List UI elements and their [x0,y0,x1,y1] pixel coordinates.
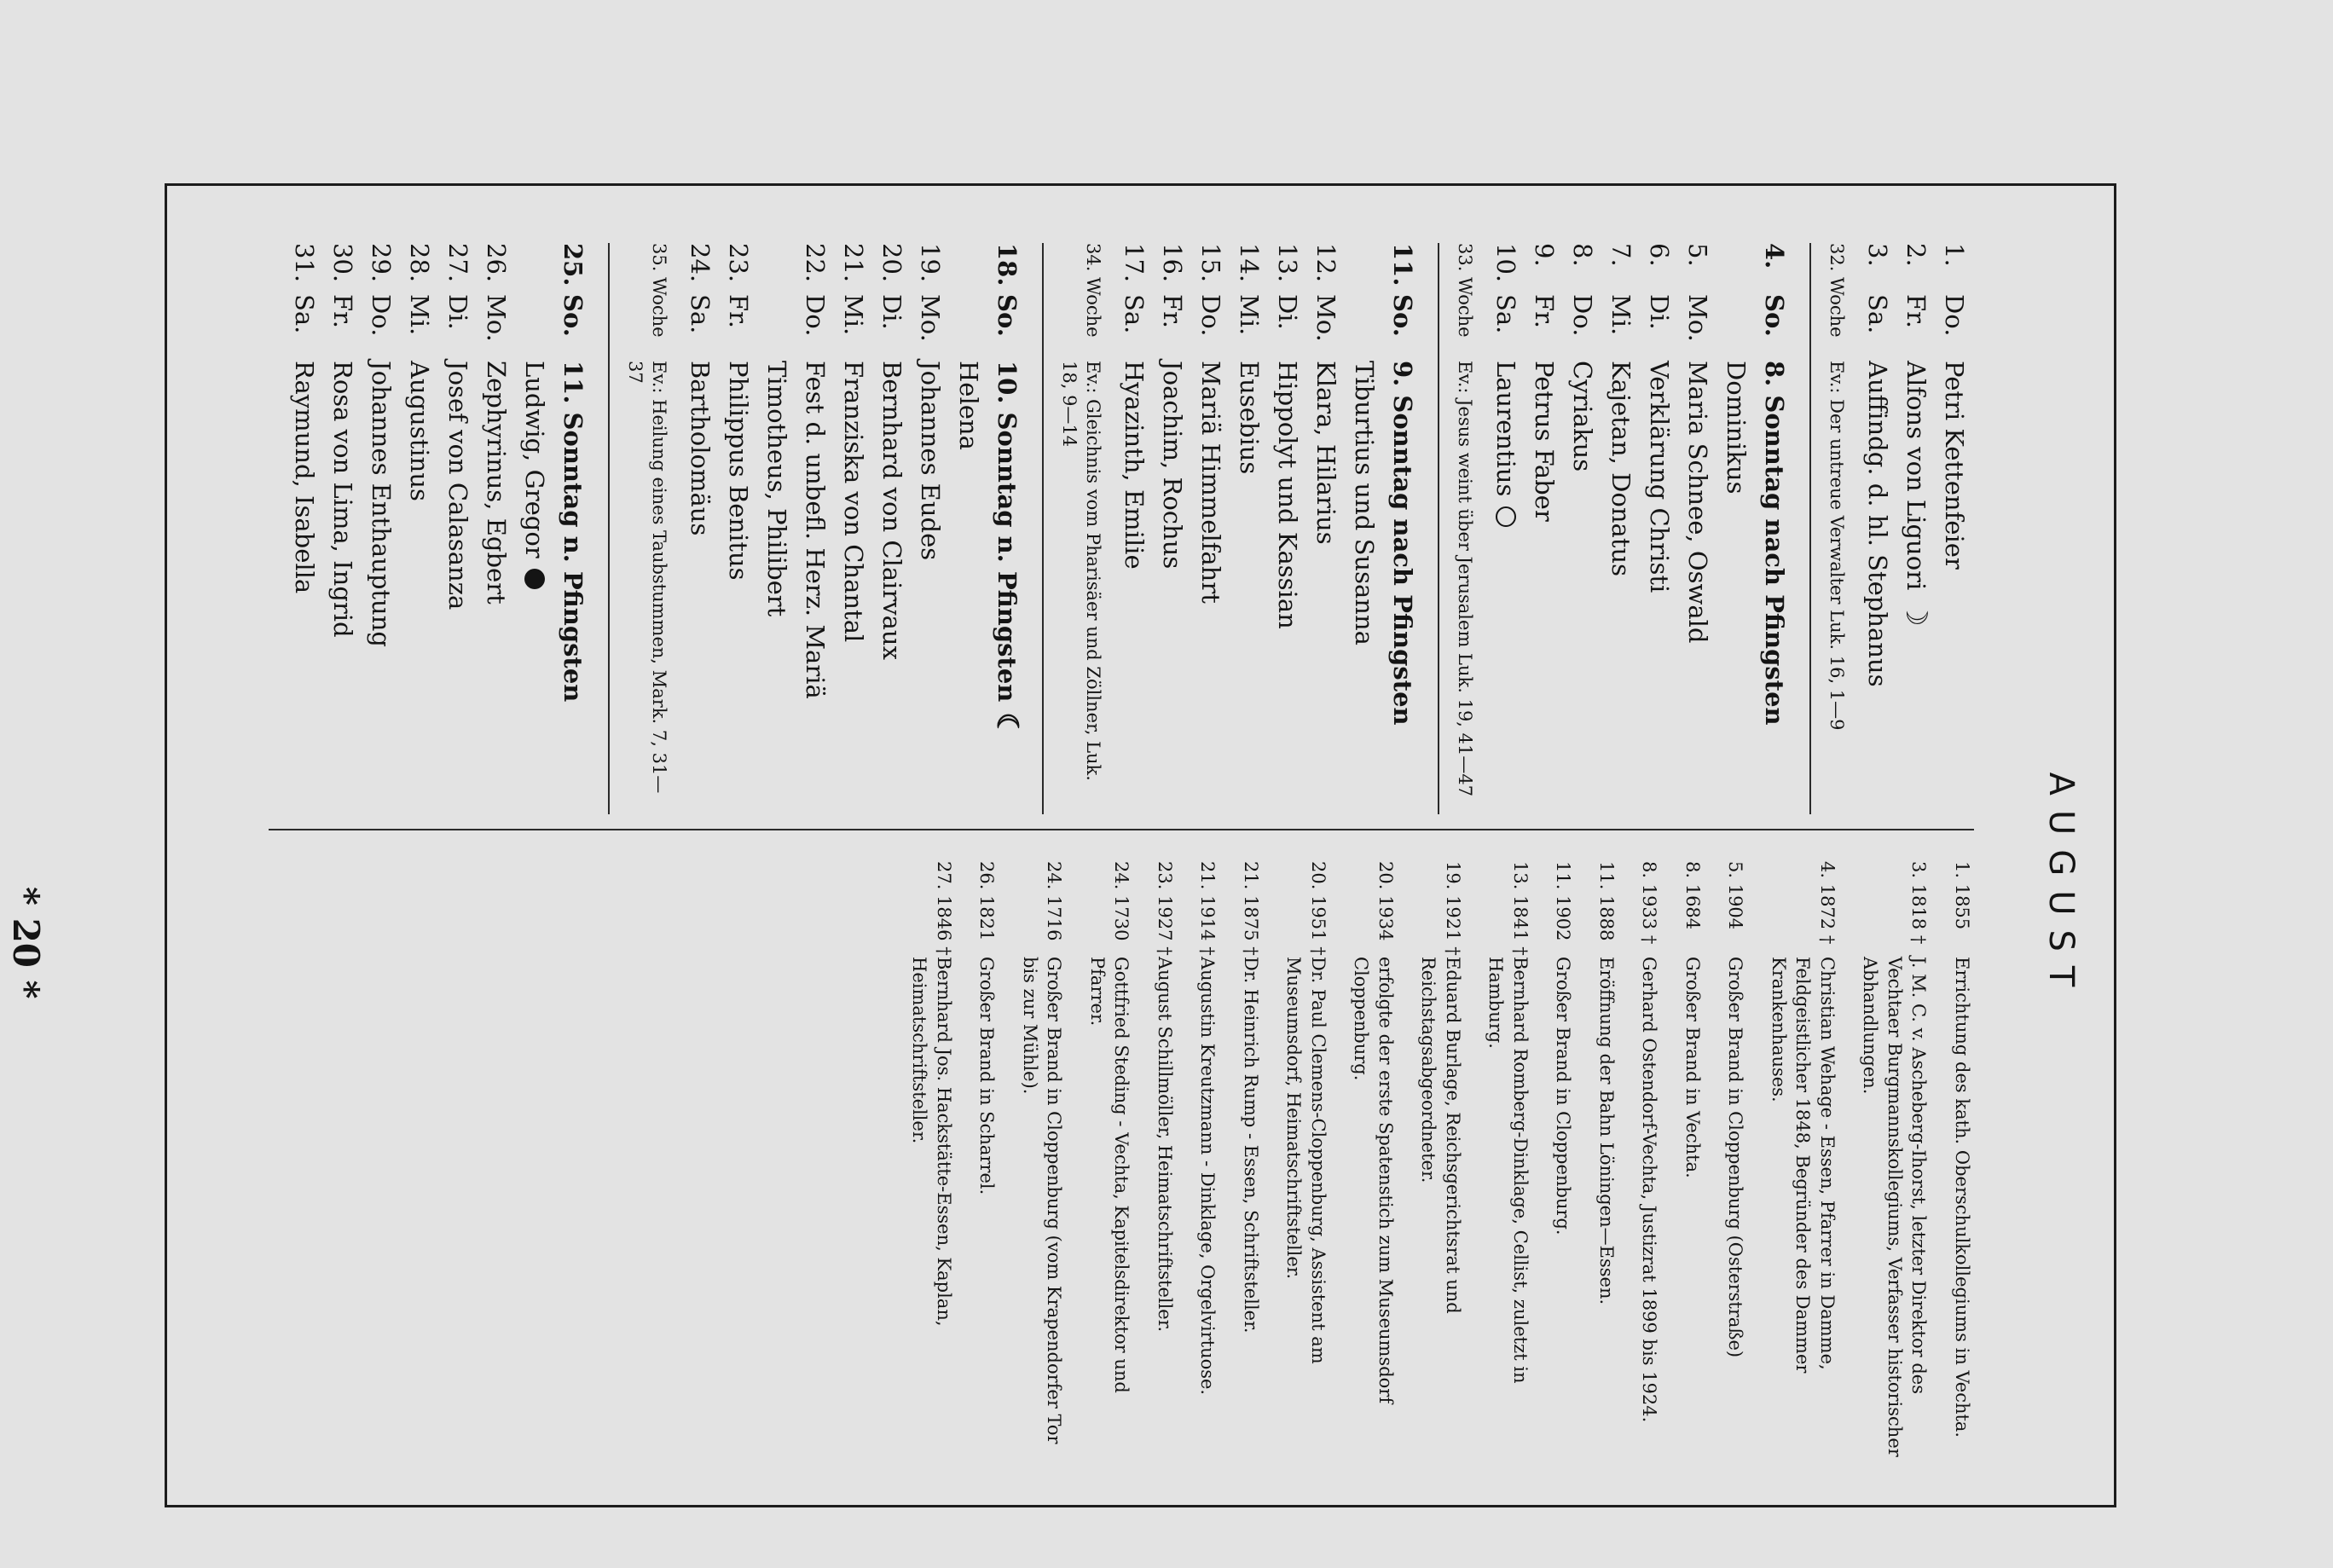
day-row [1307,243,1346,814]
saint-name [686,361,715,814]
day-row [1859,243,1897,814]
day-number: 13. [1273,243,1303,283]
event-text: August Schillmöller, Heimatschriftsteller. [1155,957,1175,1333]
day-number: 2. [1902,243,1931,267]
day-row [758,243,796,814]
sunday-row [1756,243,1794,814]
day-number: 25. [559,243,588,286]
weekday: Di. [1645,294,1675,330]
day-row [439,243,478,814]
day-row [1641,243,1679,814]
sunday-row [1384,243,1422,814]
day-number: 11. [1388,243,1418,286]
day-number: 23. [724,243,754,283]
event-text: Dr. Paul Clemens-Cloppenburg, Assistent am Museumsdorf, Heimatschriftsteller. [1283,957,1329,1364]
event-text: Großer Brand in Cloppenburg (vom Krapendorfer Tor bis zur Mühle). [1020,957,1065,1444]
day-number: 27. [443,243,473,283]
last-quarter-moon-icon: ☽ [1899,600,1934,627]
day-row [1115,243,1154,814]
saint-text: Klara, Hilarius [1311,361,1341,545]
day-row [1564,243,1602,814]
saint-name [725,361,754,814]
saint-name [329,361,358,814]
event-text: Dr. Heinrich Rump - Essen, Schriftsteller. [1241,957,1261,1334]
week-label: 35. Woche [649,243,669,338]
saint-name [802,361,831,814]
event-date: 20. 1934 [1375,861,1396,941]
saint-text: Timotheus, Philibert [762,361,792,617]
day-number: 15. [1196,243,1226,283]
day-row [401,243,439,814]
day-row [720,243,758,814]
event-date: 21. 1875 † [1241,861,1261,956]
day-number: 3. [1863,243,1893,267]
weekday: Mo. [1683,294,1713,342]
day-number: 10. [1491,243,1521,283]
saint-name [1646,361,1675,814]
day-row [1192,243,1230,814]
day-row [286,243,324,814]
event-date: 24. 1730 [1111,861,1132,941]
weekday: So. [993,294,1022,337]
weekday: Sa. [1120,294,1149,334]
day-number: 1. [1940,243,1970,267]
day-number: 7. [1606,243,1636,267]
saint-text: Maria Schnee, Oswald [1683,361,1713,644]
saint-name [1761,361,1790,814]
event-entry [1723,861,1748,1467]
gospel-reading: Ev.: Jesus weint über Jerusalem Luk. 19, 41—47 [1455,361,1475,797]
day-row [1602,243,1641,814]
event-text: Christian Wehage - Essen, Pfarrer in Damme, Feldgeistlicher 1848, Begründer des Dammer Krankenhauses. [1769,957,1838,1374]
saint-text: Joachim, Rochus [1158,361,1188,570]
saint-name [1941,361,1970,814]
day-number: 19. [916,243,946,283]
event-entry [1595,861,1619,1467]
saint-text: Tiburtius und Susanna [1350,361,1380,645]
day-row [950,243,988,814]
new-moon-icon [525,569,546,589]
event-date: 23. 1927 † [1155,861,1175,956]
day-number: 31. [290,243,320,283]
saint-name [368,361,397,814]
column-divider [269,829,1974,830]
weekday: Mi. [405,294,435,336]
event-entry [1416,861,1465,1467]
day-row [1154,243,1192,814]
saint-name [840,361,869,814]
saint-name [1492,361,1521,814]
day-number: 9. [1530,243,1560,267]
saint-name [917,361,946,814]
first-quarter-moon-icon: ☾ [990,712,1025,738]
day-number: 12. [1311,243,1341,283]
day-row [1487,243,1525,814]
saint-text: Petrus Faber [1530,361,1560,522]
week-gospel-block [1042,243,1105,814]
event-date: 24. 1716 [1044,861,1065,941]
event-date: 26. 1821 [976,861,998,941]
saint-text: Johannes Eudes [916,361,946,561]
sunday-row [554,243,593,814]
saint-text: Zephyrinus, Egbert [482,361,512,605]
event-text: Gerhard Ostendorf-Vechta, Justizrat 1899 bis 1924. [1639,957,1660,1423]
saint-text: Franziska von Chantal [839,361,869,643]
event-date: 11. 1902 [1553,861,1574,941]
day-row [912,243,950,814]
day-row [1717,243,1756,814]
event-date: 20. 1951 † [1308,861,1329,956]
day-row [873,243,912,814]
saint-name [1274,361,1303,814]
event-entry [1681,861,1705,1467]
day-number: 5. [1683,243,1713,267]
day-number: 20. [877,243,907,283]
day-row [1346,243,1384,814]
gospel-reading: Ev.: Gleichnis vom Pharisäer und Zöllner, Luk. 18, 9—14 [1059,361,1103,781]
event-entry [1858,861,1931,1467]
weekday: Sa. [686,294,715,334]
weekday: Mo. [482,294,512,342]
event-date: 5. 1904 [1725,861,1746,930]
saint-name [1569,361,1598,814]
weekday: Do. [1568,294,1598,337]
day-row [1679,243,1717,814]
day-number: 16. [1158,243,1188,283]
page-number: * 20 * [5,887,47,999]
event-text: Errichtung des kath. Oberschulkollegiums in Vechta. [1952,957,1972,1438]
day-number: 22. [801,243,831,283]
day-row [1230,243,1269,814]
day-row [516,243,554,814]
day-row [1269,243,1307,814]
saint-name [878,361,907,814]
event-text: Augustin Kreutzmann - Dinklage, Orgelvirtuose. [1197,957,1219,1396]
saint-text: Verklärung Christi [1645,361,1675,593]
event-entry [1484,861,1532,1467]
weekday: Di. [443,294,473,330]
event-entry [1282,861,1330,1467]
saint-text: Hyazinth, Emilie [1120,361,1149,570]
saint-text: Kajetan, Donatus [1606,361,1636,577]
weekday: Do. [367,294,397,337]
gospel-reading: Ev.: Der untreue Verwalter Luk. 16, 1—9 [1826,361,1847,731]
weekday: Do. [1196,294,1226,337]
saint-name [1197,361,1226,814]
saint-name [955,361,984,814]
week-gospel-block [1438,243,1477,814]
weekday: Do. [801,294,831,337]
day-number: 4. [1760,243,1790,269]
day-number: 30. [328,243,358,283]
weekday: Di. [877,294,907,330]
event-entry [1950,861,1975,1467]
event-date: 1. 1855 [1952,861,1972,930]
event-entry [1195,861,1220,1467]
saint-text: Josef von Calasanza [443,361,473,610]
day-number: 29. [367,243,397,283]
saint-name [406,361,435,814]
saint-name [559,361,588,814]
week-gospel-block [608,243,671,814]
saint-text: Hippolyt und Kassian [1273,361,1303,629]
saint-text: Fest d. unbefl. Herz. Mariä [801,361,831,699]
event-text: Großer Brand in Vechta. [1682,957,1703,1178]
day-number: 17. [1120,243,1149,283]
weekday: Do. [1940,294,1970,337]
event-text: Bernhard Jos. Hackstätte-Essen, Kaplan, Heimatschriftsteller. [909,957,954,1327]
saint-text: Dominikus [1722,361,1751,495]
weekday: Fr. [328,294,358,329]
weekday: Sa. [290,294,320,334]
day-row [324,243,362,814]
week-label: 33. Woche [1455,243,1475,338]
saint-name [990,361,1025,814]
saint-text: Rosa von Lima, Ingrid [328,361,358,638]
saint-text: 9. Sonntag nach Pfingsten [1388,361,1418,726]
month-title: AUGUST [2041,772,2081,1002]
event-date: 4. 1872 † [1817,861,1838,945]
calendar-column [286,243,1974,814]
day-row [1936,243,1974,814]
saint-text: Cyriakus [1568,361,1598,472]
day-number: 21. [839,243,869,283]
event-text: Großer Brand in Scharrel. [976,957,998,1195]
day-row [1525,243,1564,814]
weekday: Sa. [1491,294,1521,334]
event-text: erfolgte der erste Spatenstich zum Museumsdorf Cloppenburg. [1351,957,1396,1404]
event-date: 27. 1846 † [934,861,954,956]
saint-text: Helena [954,361,984,450]
day-number: 26. [482,243,512,283]
weekday: So. [559,294,588,337]
saint-text: 10. Sonntag n. Pfingsten [993,361,1022,703]
day-number: 24. [686,243,715,283]
saint-name [1159,361,1188,814]
event-entry [1767,861,1840,1467]
event-date: 8. 1933 † [1639,861,1660,945]
saint-name [1389,361,1418,814]
event-date: 19. 1921 † [1443,861,1463,956]
weekday: Fr. [1902,294,1931,329]
event-date: 3. 1818 † [1908,861,1930,945]
day-number: 14. [1235,243,1265,283]
saint-name [444,361,473,814]
event-entry [1153,861,1178,1467]
event-entry [1085,861,1134,1467]
day-row [1897,243,1936,814]
week-gospel-block [1809,243,1849,814]
day-number: 8. [1568,243,1598,267]
saint-text: Johannes Enthauptung [367,361,397,647]
weekday: Di. [1273,294,1303,330]
weekday: So. [1388,294,1418,337]
day-row [835,243,873,814]
day-number: 6. [1645,243,1675,267]
saint-name [763,361,792,814]
event-text: Großer Brand in Cloppenburg. [1553,957,1574,1235]
day-number: 18. [993,243,1022,286]
full-moon-icon [1496,506,1517,527]
event-entry [1637,861,1662,1467]
saint-name [483,361,512,814]
gospel-reading: Ev.: Heilung eines Taubstummen, Mark. 7, 31—37 [625,361,669,794]
day-number: 28. [405,243,435,283]
calendar-page [188,188,2106,1501]
saint-text: Eusebius [1235,361,1265,475]
saint-name [1864,361,1893,814]
event-date: 8. 1684 [1682,861,1703,930]
saint-name [521,361,550,814]
saint-name [1351,361,1380,814]
saint-text: Bartholomäus [686,361,715,536]
saint-text: Petri Kettenfeier [1940,361,1970,570]
event-text: Eduard Burlage, Reichsgerichtsrat und Reichstagsabgeordneter. [1418,957,1463,1314]
weekday: Mo. [916,294,946,342]
weekday: Fr. [1158,294,1188,329]
saint-name [1899,361,1934,814]
saint-text: Auffindg. d. hl. Stephanus [1863,361,1893,687]
week-label: 32. Woche [1826,243,1847,338]
saint-text: Ludwig, Gregor [520,361,550,558]
saint-text: Laurentius [1491,361,1521,497]
saint-text: 8. Sonntag nach Pfingsten [1760,361,1790,726]
event-entry [907,861,956,1467]
event-date: 11. 1888 [1596,861,1617,941]
event-date: 13. 1841 † [1510,861,1531,956]
event-entry [1551,861,1576,1467]
saint-name [1607,361,1636,814]
event-entry [1349,861,1398,1467]
day-row [478,243,516,814]
event-date: 21. 1914 † [1197,861,1219,956]
day-row [362,243,401,814]
weekday: Mi. [1606,294,1636,336]
saint-name [1722,361,1751,814]
saint-text: Alfons von Liguori [1902,361,1931,591]
event-text: Gottfried Steding - Vechta, Kapitelsdirektor und Pfarrer. [1087,957,1132,1393]
weekday: Fr. [1530,294,1560,329]
event-text: Eröffnung der Bahn Löningen—Essen. [1596,957,1617,1305]
weekday: Mo. [1311,294,1341,342]
saint-name [291,361,320,814]
saint-text: Raymund, Isabella [290,361,320,594]
week-label: 34. Woche [1083,243,1103,338]
event-entry [1018,861,1067,1467]
weekday: Sa. [1863,294,1893,334]
event-text: Großer Brand in Cloppenburg (Osterstraße) [1725,957,1746,1358]
saint-name [1531,361,1560,814]
event-entry [975,861,999,1467]
saint-name [1312,361,1341,814]
saint-text: Bernhard von Clairvaux [877,361,907,660]
sunday-row [988,243,1027,814]
event-text: Bernhard Romberg-Dinklage, Cellist, zuletzt in Hamburg. [1485,957,1531,1384]
saint-name [1684,361,1713,814]
weekday: Mi. [839,294,869,336]
event-text: J. M. C. v. Ascheberg-Ihorst, letzter Direktor des Vechtaer Burgmannskollegiums, Verfasser historischer Abhandlungen. [1860,957,1930,1457]
events-column [889,861,1974,1467]
saint-text: Mariä Himmelfahrt [1196,361,1226,604]
saint-name [1120,361,1149,814]
saint-text: Augustinus [405,361,435,501]
weekday: Fr. [724,294,754,329]
event-entry [1239,861,1264,1467]
saint-text: Philippus Benitus [724,361,754,581]
weekday: Mi. [1235,294,1265,336]
day-row [796,243,835,814]
saint-name [1236,361,1265,814]
weekday: So. [1760,294,1790,337]
saint-text: 11. Sonntag n. Pfingsten [559,361,588,703]
day-row [681,243,720,814]
